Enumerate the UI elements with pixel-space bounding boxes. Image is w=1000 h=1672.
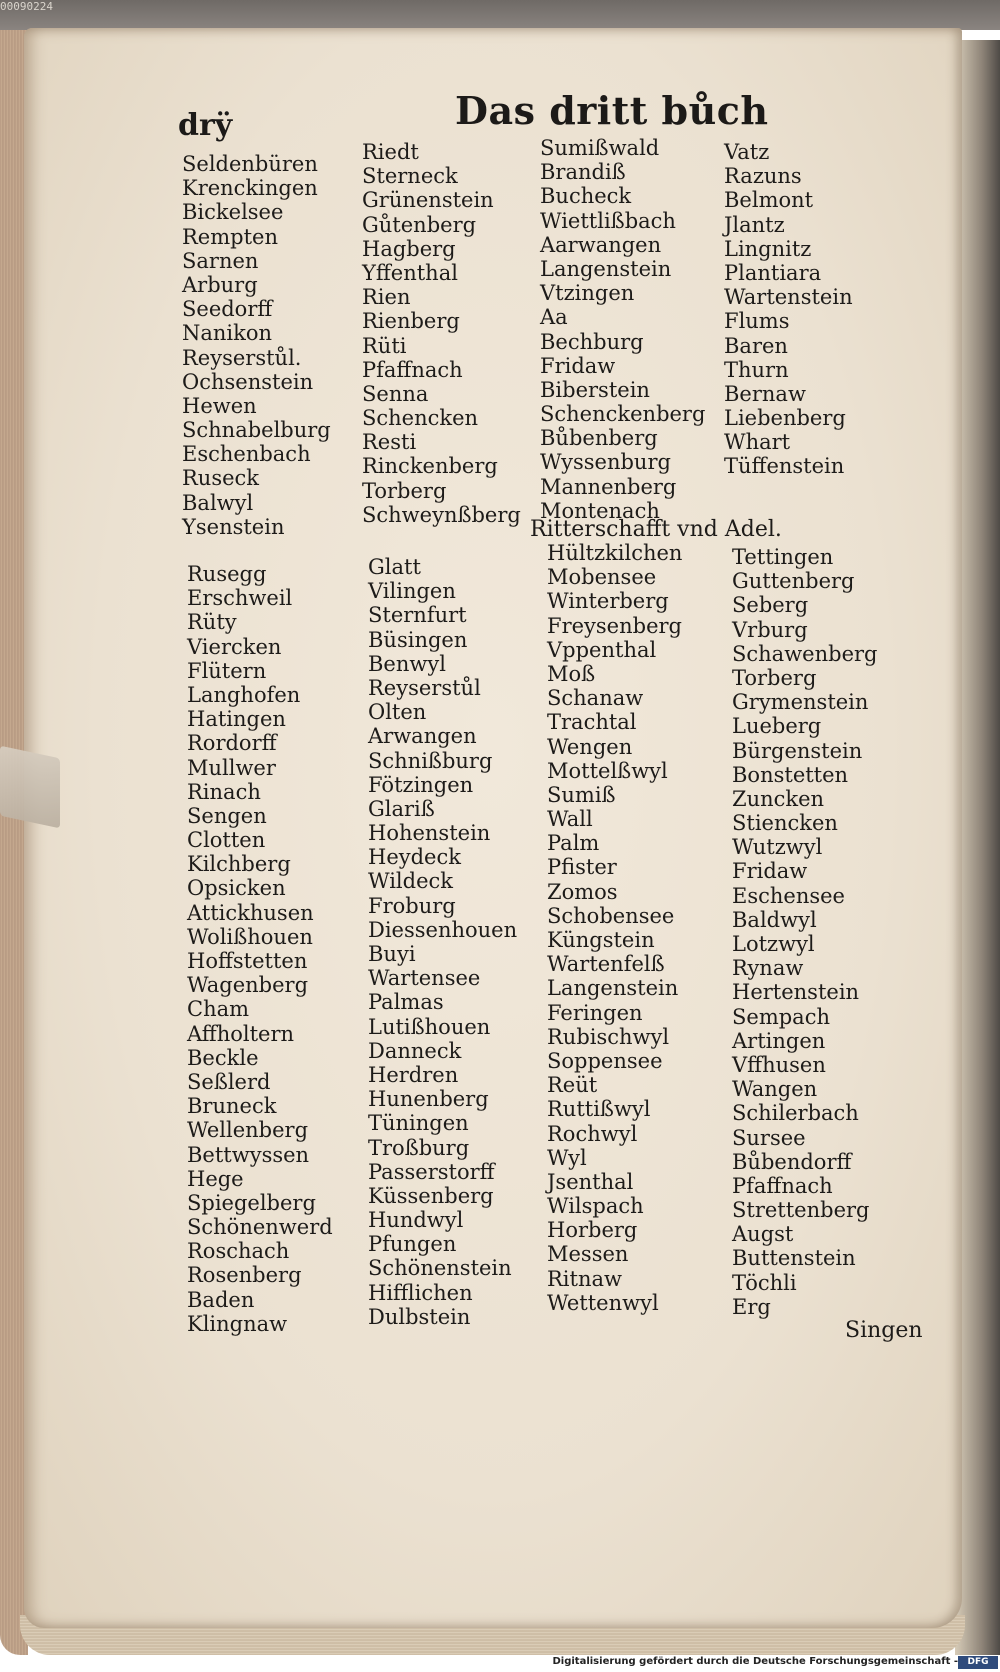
place-name: Hewen	[182, 393, 257, 418]
place-name: Clotten	[187, 828, 266, 853]
place-name: Jlantz	[724, 212, 785, 237]
place-name: Wutzwyl	[732, 835, 823, 860]
place-name: Aarwangen	[540, 232, 662, 257]
place-name: Arwangen	[368, 724, 477, 749]
place-name: Wyssenburg	[540, 450, 671, 475]
place-name: Wagenberg	[187, 973, 309, 998]
place-name: Schilerbach	[732, 1101, 859, 1126]
place-name: Messen	[547, 1242, 629, 1267]
place-name: Dulbstein	[368, 1304, 471, 1329]
place-name: Artingen	[732, 1028, 826, 1053]
place-name: Mottelßwyl	[547, 758, 668, 783]
place-name: Attickhusen	[187, 900, 314, 925]
place-name: Trachtal	[547, 710, 637, 735]
place-name: Lingnitz	[724, 236, 812, 261]
place-name: Mobensee	[547, 565, 657, 590]
place-name: Flums	[724, 309, 790, 334]
place-name: Spiegelberg	[187, 1190, 316, 1215]
place-name: Ruttißwyl	[547, 1097, 651, 1122]
place-name: Schnißburg	[368, 748, 493, 773]
place-name: Hültzkilchen	[547, 541, 683, 565]
place-name: Guttenberg	[732, 569, 855, 594]
place-name: Belmont	[724, 188, 814, 213]
place-name: Fötzingen	[368, 772, 474, 797]
place-name: Töchli	[732, 1270, 797, 1295]
place-name: Wyl	[547, 1145, 587, 1170]
place-name: Viercken	[187, 634, 282, 659]
place-name: Rinach	[187, 779, 261, 804]
place-name: Yffenthal	[362, 260, 458, 285]
place-name: Bůbendorff	[732, 1149, 852, 1174]
place-name: Schanaw	[547, 686, 644, 711]
lower-column-4	[732, 545, 877, 1319]
place-name: Flütern	[187, 658, 267, 683]
place-name: Bruneck	[187, 1094, 277, 1119]
place-name: Langenstein	[547, 976, 679, 1001]
place-name: Stiencken	[732, 811, 838, 836]
place-name: Bůbenberg	[540, 426, 658, 451]
place-name: Ysenstein	[182, 514, 285, 539]
place-name: Zomos	[547, 879, 618, 904]
place-name: Lotzwyl	[732, 932, 815, 956]
lower-column-2	[368, 555, 517, 1329]
place-name: Hagberg	[362, 236, 456, 261]
place-name: Buyi	[368, 942, 416, 966]
upper-column-1	[182, 152, 331, 539]
place-name: Reüt	[547, 1073, 598, 1098]
place-name: Vppenthal	[547, 637, 657, 662]
place-name: Schawenberg	[732, 641, 878, 666]
place-name: Benwyl	[368, 651, 446, 676]
place-name: Schweynßberg	[362, 502, 521, 527]
scan-top-strip	[0, 0, 1000, 30]
catchword: Singen	[845, 1318, 923, 1343]
place-name: Vffhusen	[732, 1052, 826, 1077]
place-name: Bettwyssen	[187, 1142, 310, 1167]
place-name: Freysenberg	[547, 613, 682, 638]
section-heading: Ritterschafft vnd Adel.	[530, 517, 782, 542]
place-name: Tüningen	[368, 1111, 469, 1136]
place-name: Palm	[547, 831, 600, 856]
place-name: Razuns	[724, 164, 802, 189]
upper-column-2	[362, 140, 521, 527]
place-name: Baldwyl	[732, 907, 817, 932]
place-name: Krenckingen	[182, 176, 318, 201]
place-name: Moß	[547, 661, 596, 686]
place-name: Rynaw	[732, 956, 804, 981]
place-name: Herdren	[368, 1062, 459, 1087]
place-name: Baren	[724, 333, 788, 358]
place-name: Opsicken	[187, 876, 286, 901]
place-name: Bechburg	[540, 329, 644, 354]
place-name: Tettingen	[732, 545, 834, 569]
place-name: Sengen	[187, 803, 267, 828]
place-name: Wilspach	[547, 1194, 644, 1219]
place-name: Arburg	[182, 272, 258, 297]
place-name: Feringen	[547, 1000, 643, 1025]
place-name: Rinckenberg	[362, 454, 498, 479]
place-name: Horberg	[547, 1218, 638, 1243]
place-name: Schobensee	[547, 903, 675, 928]
place-name: Fridaw	[732, 859, 808, 884]
place-name: Lueberg	[732, 714, 822, 739]
place-name: Langenstein	[540, 256, 672, 281]
place-name: Seldenbüren	[182, 152, 318, 176]
place-name: Rienberg	[362, 309, 460, 334]
place-name: Schönenstein	[368, 1256, 512, 1281]
place-name: Mullwer	[187, 755, 276, 780]
place-name: Wartenfelß	[547, 952, 665, 977]
place-name: Hertenstein	[732, 980, 860, 1005]
place-name: Sterneck	[362, 164, 458, 189]
place-name: Rordorff	[187, 731, 277, 756]
place-name: Wettenwyl	[547, 1290, 659, 1315]
place-name: Pfaffnach	[362, 357, 463, 382]
place-name: Brandiß	[540, 160, 626, 185]
place-name: Passerstorff	[368, 1159, 495, 1184]
place-name: Hundwyl	[368, 1208, 464, 1233]
place-name: Buttenstein	[732, 1246, 856, 1271]
page-title: Das dritt bůch	[455, 88, 769, 133]
place-name: Strettenberg	[732, 1198, 870, 1223]
place-name: Kilchberg	[187, 852, 291, 877]
lower-column-1	[187, 562, 333, 1336]
place-name: Wiettlißbach	[540, 208, 676, 233]
place-name: Fridaw	[540, 353, 616, 378]
place-name: Langhofen	[187, 682, 301, 707]
place-name: Senna	[362, 381, 429, 406]
place-name: Soppensee	[547, 1048, 663, 1073]
place-name: Erg	[732, 1294, 771, 1319]
place-name: Heydeck	[368, 845, 461, 870]
place-name: Bernaw	[724, 381, 806, 406]
place-name: Winterberg	[547, 589, 669, 614]
place-name: Vilingen	[368, 579, 456, 604]
place-name: Büsingen	[368, 627, 468, 652]
place-name: Beckle	[187, 1045, 259, 1070]
place-name: Bickelsee	[182, 200, 284, 225]
bookmark-ribbon	[0, 746, 60, 829]
place-name: Sternfurt	[368, 603, 467, 628]
place-name: Erschweil	[187, 586, 293, 611]
place-name: Ritnaw	[547, 1266, 622, 1291]
place-name: Sempach	[732, 1004, 830, 1029]
place-name: Eschenbach	[182, 442, 311, 467]
place-name: Seberg	[732, 593, 809, 618]
place-name: Hifflichen	[368, 1280, 473, 1305]
place-name: Montenach	[540, 498, 660, 523]
place-name: Vatz	[724, 140, 770, 164]
place-name: Pfister	[547, 855, 617, 880]
place-name: Zuncken	[732, 786, 825, 811]
place-name: Tüffenstein	[724, 454, 845, 479]
place-name: Affholtern	[187, 1021, 295, 1046]
place-name: Troßburg	[368, 1135, 470, 1160]
place-name: Glatt	[368, 555, 421, 579]
place-name: Biberstein	[540, 377, 650, 402]
place-name: Riedt	[362, 140, 419, 164]
place-name: Wengen	[547, 734, 633, 759]
place-name: Schencken	[362, 406, 479, 431]
place-name: Froburg	[368, 893, 456, 918]
place-name: Wangen	[732, 1077, 818, 1102]
place-name: Glariß	[368, 796, 435, 821]
dfg-logo: DFG	[958, 1656, 998, 1669]
place-name: Wildeck	[368, 869, 454, 894]
funding-notice: Digitalisierung gefördert durch die Deutsche Forschungsgemeinschaft -	[552, 1656, 958, 1667]
upper-column-4	[724, 140, 853, 479]
place-name: Ruseck	[182, 466, 260, 491]
place-name: Ochsenstein	[182, 369, 314, 394]
place-name: Schnabelburg	[182, 418, 331, 443]
place-name: Hatingen	[187, 707, 286, 732]
place-name: Bonstetten	[732, 762, 849, 787]
place-name: Rüty	[187, 610, 237, 635]
place-name: Rien	[362, 285, 411, 310]
place-name: Hege	[187, 1166, 244, 1191]
place-name: Jsenthal	[547, 1169, 634, 1194]
place-name: Gůtenberg	[362, 212, 477, 237]
place-name: Küngstein	[547, 928, 655, 952]
place-name: Sarnen	[182, 248, 259, 273]
place-name: Rosenberg	[187, 1263, 302, 1288]
place-name: Pfungen	[368, 1232, 457, 1257]
place-name: Sumißwald	[540, 136, 660, 160]
place-name: Wall	[547, 807, 593, 832]
place-name: Schenckenberg	[540, 402, 706, 427]
place-name: Aa	[540, 305, 568, 330]
place-name: Wartensee	[368, 966, 481, 991]
place-name: Pfaffnach	[732, 1173, 833, 1198]
place-name: Lutißhouen	[368, 1014, 491, 1039]
place-name: Bürgenstein	[732, 738, 863, 763]
place-name: Resti	[362, 430, 417, 455]
place-name: Baden	[187, 1287, 255, 1312]
place-name: Grymenstein	[732, 690, 869, 715]
place-name: Roschach	[187, 1239, 290, 1264]
place-name: Cham	[187, 997, 250, 1022]
place-name: Seßlerd	[187, 1069, 271, 1094]
place-name: Plantiara	[724, 260, 822, 285]
place-name: Schönenwerd	[187, 1215, 333, 1240]
place-name: Mannenberg	[540, 474, 677, 499]
place-name: Reyserstůl.	[182, 345, 302, 370]
place-name: Thurn	[724, 357, 789, 382]
place-name: Rochwyl	[547, 1121, 638, 1146]
place-name: Olten	[368, 700, 427, 725]
place-name: Wellenberg	[187, 1118, 309, 1143]
place-name: Sumiß	[547, 782, 616, 807]
place-name: Augst	[732, 1222, 794, 1247]
lower-column-3	[547, 541, 682, 1315]
place-name: Nanikon	[182, 321, 273, 346]
place-name: Klingnaw	[187, 1311, 288, 1336]
place-name: Torberg	[732, 665, 817, 690]
place-name: Diessenhouen	[368, 917, 518, 942]
place-name: Sursee	[732, 1125, 806, 1150]
place-name: Eschensee	[732, 883, 845, 908]
place-name: Danneck	[368, 1038, 462, 1063]
place-name: Hohenstein	[368, 821, 491, 846]
place-name: Palmas	[368, 990, 444, 1015]
place-name: Wolißhouen	[187, 924, 313, 949]
place-name: Torberg	[362, 478, 447, 503]
place-name: Rusegg	[187, 562, 267, 586]
place-name: Wartenstein	[724, 285, 853, 310]
place-name: Reyserstůl	[368, 675, 481, 700]
scan-id: 00090224	[0, 0, 53, 13]
place-name: Vtzingen	[540, 281, 635, 306]
place-name: Seedorff	[182, 297, 273, 322]
place-name: Bucheck	[540, 184, 632, 209]
place-name: Grünenstein	[362, 188, 494, 213]
place-name: Vrburg	[732, 617, 808, 642]
place-name: Balwyl	[182, 490, 254, 515]
upper-column-3	[540, 136, 705, 523]
place-name: Rüti	[362, 333, 407, 358]
place-name: Küssenberg	[368, 1183, 494, 1208]
page-signature-mark: drÿ	[178, 108, 233, 143]
place-name: Liebenberg	[724, 406, 846, 431]
place-name: Hoffstetten	[187, 949, 308, 973]
place-name: Rempten	[182, 224, 278, 249]
place-name: Hunenberg	[368, 1087, 489, 1112]
place-name: Whart	[724, 430, 791, 455]
place-name: Rubischwyl	[547, 1024, 670, 1049]
